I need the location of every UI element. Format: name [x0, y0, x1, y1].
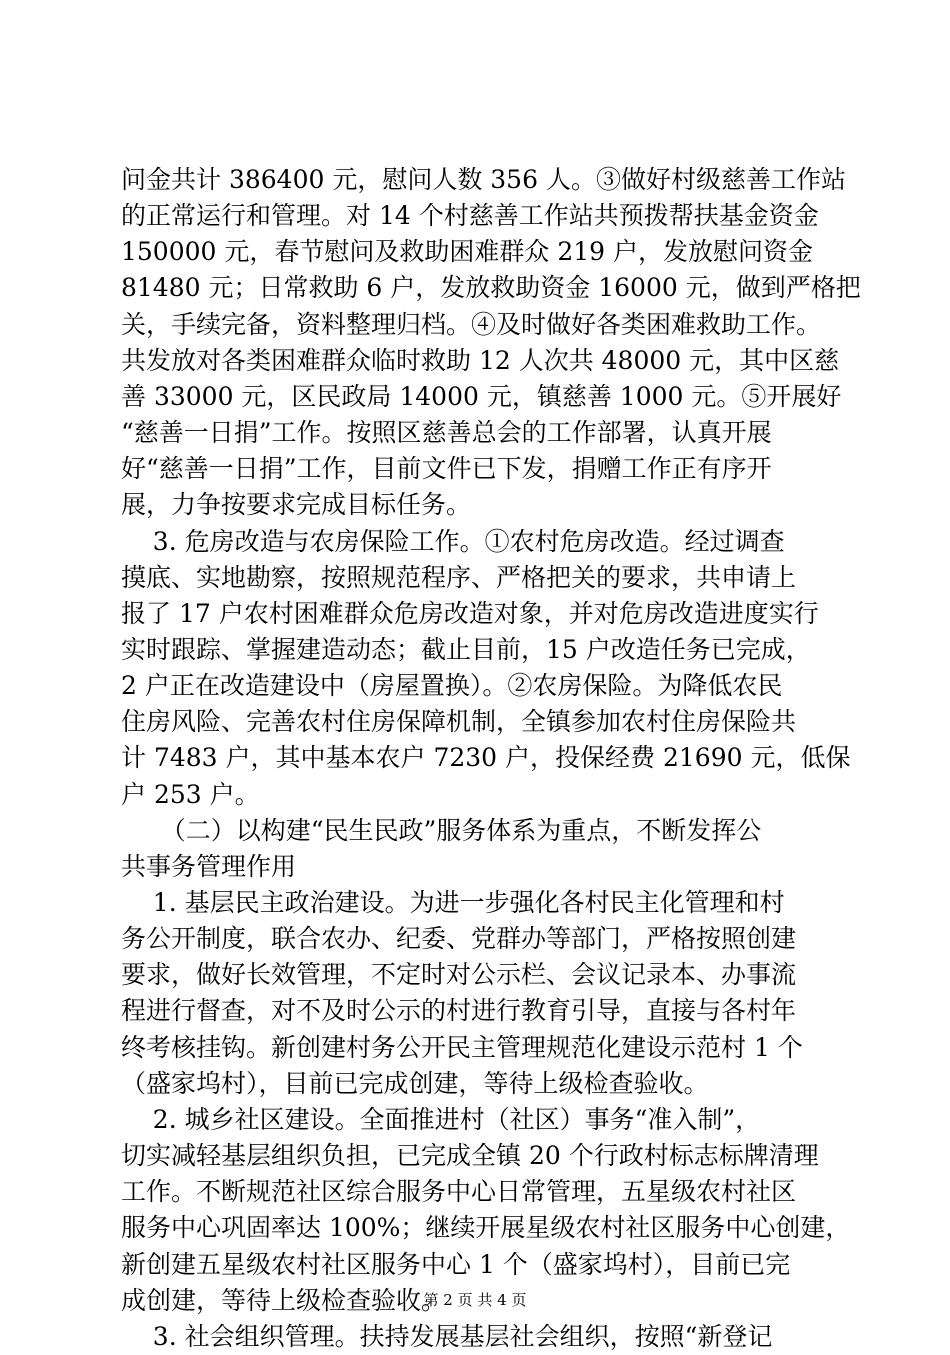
text-line: “慈善一日捐”工作。按照区慈善总会的工作部署，认真开展 — [121, 418, 772, 448]
text-line: 善 33000 元，区民政局 14000 元，镇慈善 1000 元。⑤开展好 — [121, 381, 842, 411]
text-line: 共事务管理作用 — [121, 851, 297, 881]
text-line: （盛家坞村），目前已完成创建，等待上级检查验收。 — [121, 1068, 709, 1098]
text-line: 新创建五星级农村社区服务中心 1 个（盛家坞村），目前已完 — [121, 1249, 791, 1279]
text-line: 服务中心巩固率达 100%；继续开展星级农村社区服务中心创建， — [121, 1213, 851, 1243]
text-line: （二）以构建“民生民政”服务体系为重点，不断发挥公 — [121, 815, 762, 845]
text-line: 关，手续完备，资料整理归档。④及时做好各类困难救助工作。 — [121, 309, 822, 339]
text-line: 实时跟踪、掌握建造动态；截止目前，15 户改造任务已完成， — [121, 634, 811, 664]
text-line: 住房风险、完善农村住房保障机制，全镇参加农村住房保险共 — [121, 707, 797, 737]
text-line: 好“慈善一日捐”工作，目前文件已下发，捐赠工作正有序开 — [121, 454, 772, 484]
text-line: 报了 17 户农村困难群众危房改造对象，并对危房改造进度实行 — [121, 598, 819, 628]
text-line: 共发放对各类困难群众临时救助 12 人次共 48000 元，其中区慈 — [121, 345, 840, 375]
text-line: 1. 基层民主政治建设。为进一步强化各村民主化管理和村 — [121, 888, 785, 917]
text-line: 切实减轻基层组织负担，已完成全镇 20 个行政村标志标牌清理 — [121, 1141, 819, 1171]
text-line: 3. 危房改造与农房保险工作。①农村危房改造。经过调查 — [121, 526, 785, 556]
text-line: 程进行督查，对不及时公示的村进行教育引导，直接与各村年 — [121, 996, 797, 1026]
text-line: 终考核挂钩。新创建村务公开民主管理规范化建设示范村 1 个 — [121, 1032, 803, 1062]
text-line: 务公开制度，联合农办、纪委、党群办等部门，严格按照创建 — [121, 924, 797, 954]
text-line: 2 户正在改造建设中（房屋置换）。②农房保险。为降低农民 — [121, 671, 783, 701]
text-line: 要求，做好长效管理，不定时对公示栏、会议记录本、办事流 — [121, 960, 797, 990]
text-line: 3. 社会组织管理。扶持发展基层社会组织，按照“新登记 — [121, 1321, 773, 1351]
text-line: 摸底、实地勘察，按照规范程序、严格把关的要求，共申请上 — [121, 562, 797, 592]
text-line: 计 7483 户，其中基本农户 7230 户，投保经费 21690 元，低保 — [121, 743, 851, 773]
text-line: 成创建，等待上级检查验收。 — [121, 1285, 447, 1315]
text-line: 工作。不断规范社区综合服务中心日常管理，五星级农村社区 — [121, 1177, 797, 1207]
text-line: 的正常运行和管理。对 14 个村慈善工作站共预拨帮扶基金资金 — [121, 201, 819, 231]
page-footer: 第 2 页 共 4 页 — [423, 1291, 527, 1309]
text-line: 81480 元；日常救助 6 户，发放救助资金 16000 元，做到严格把 — [121, 273, 861, 303]
text-line: 2. 城乡社区建设。全面推进村（社区）事务“准入制”， — [121, 1104, 761, 1134]
text-line: 问金共计 386400 元，慰问人数 356 人。③做好村级慈善工作站 — [121, 165, 846, 194]
text-line: 户 253 户。 — [121, 779, 260, 809]
text-line: 150000 元，春节慰问及救助困难群众 219 户，发放慰问资金 — [121, 237, 813, 267]
text-line: 展，力争按要求完成目标任务。 — [121, 490, 472, 520]
